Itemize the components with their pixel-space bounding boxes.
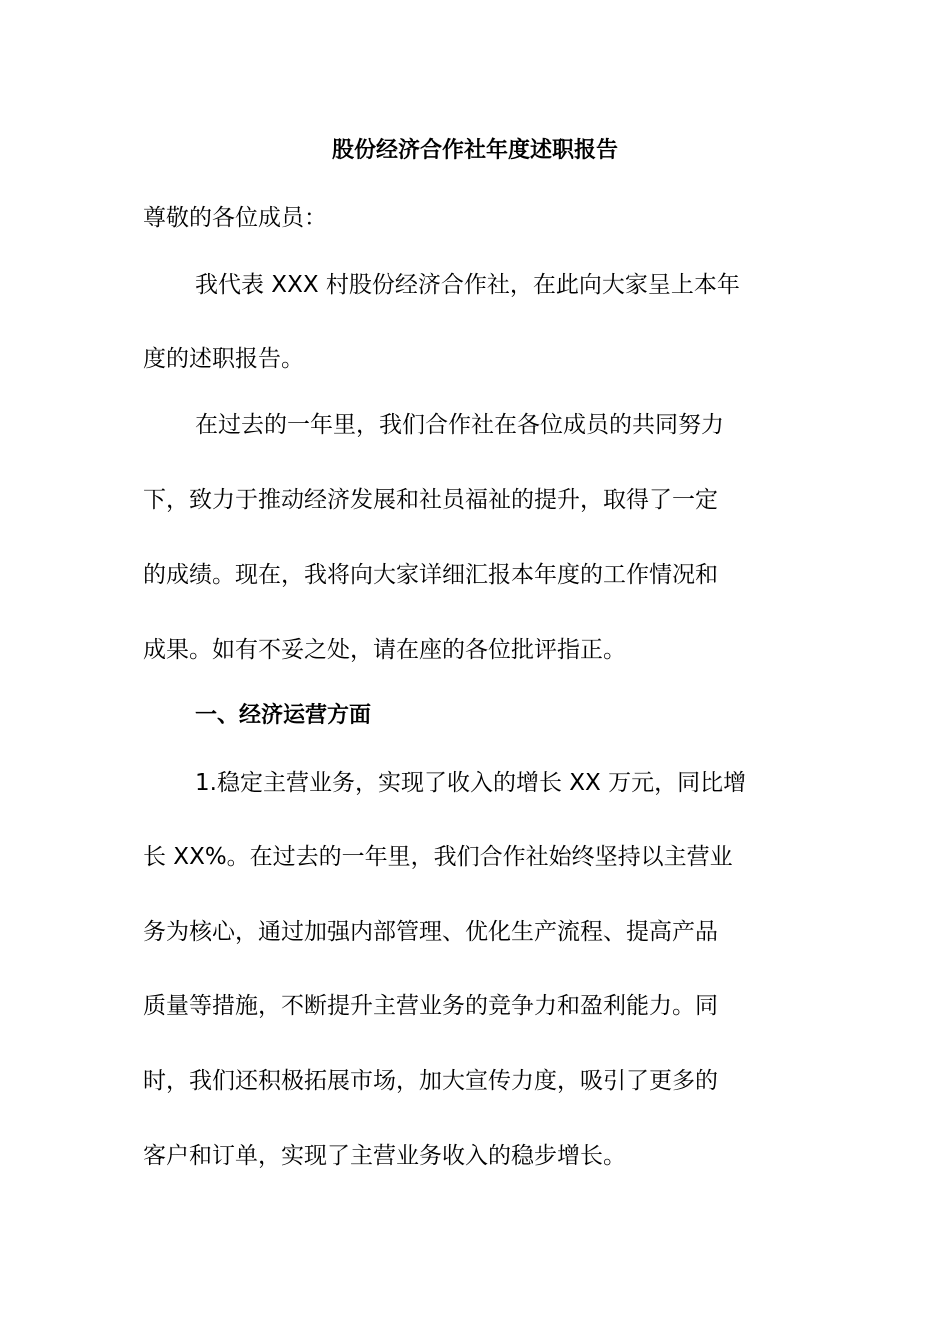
section-heading: 一、经济运营方面 (195, 703, 372, 728)
paragraph-line: 客户和订单，实现了主营业务收入的稳步增长。 (143, 1143, 626, 1169)
paragraph-line: 质量等措施，不断提升主营业务的竞争力和盈利能力。同 (143, 993, 718, 1019)
paragraph-line: 下，致力于推动经济发展和社员福祉的提升，取得了一定 (143, 487, 718, 513)
paragraph-line: 时，我们还积极拓展市场，加大宣传力度，吸引了更多的 (143, 1068, 718, 1094)
paragraph-line: 1.稳定主营业务，实现了收入的增长 XX 万元，同比增 (195, 770, 747, 796)
paragraph-line: 成果。如有不妥之处，请在座的各位批评指正。 (143, 637, 626, 663)
document-title: 股份经济合作社年度述职报告 (331, 138, 618, 163)
paragraph-line: 度的述职报告。 (143, 346, 304, 372)
salutation: 尊敬的各位成员： (143, 205, 327, 231)
paragraph-line: 长 XX%。在过去的一年里，我们合作社始终坚持以主营业 (143, 844, 733, 870)
paragraph-line: 在过去的一年里，我们合作社在各位成员的共同努力 (195, 412, 724, 438)
paragraph-line: 务为核心，通过加强内部管理、优化生产流程、提高产品 (143, 919, 718, 945)
paragraph-line: 我代表 XXX 村股份经济合作社，在此向大家呈上本年 (195, 272, 740, 298)
paragraph-line: 的成绩。现在，我将向大家详细汇报本年度的工作情况和 (143, 562, 718, 588)
